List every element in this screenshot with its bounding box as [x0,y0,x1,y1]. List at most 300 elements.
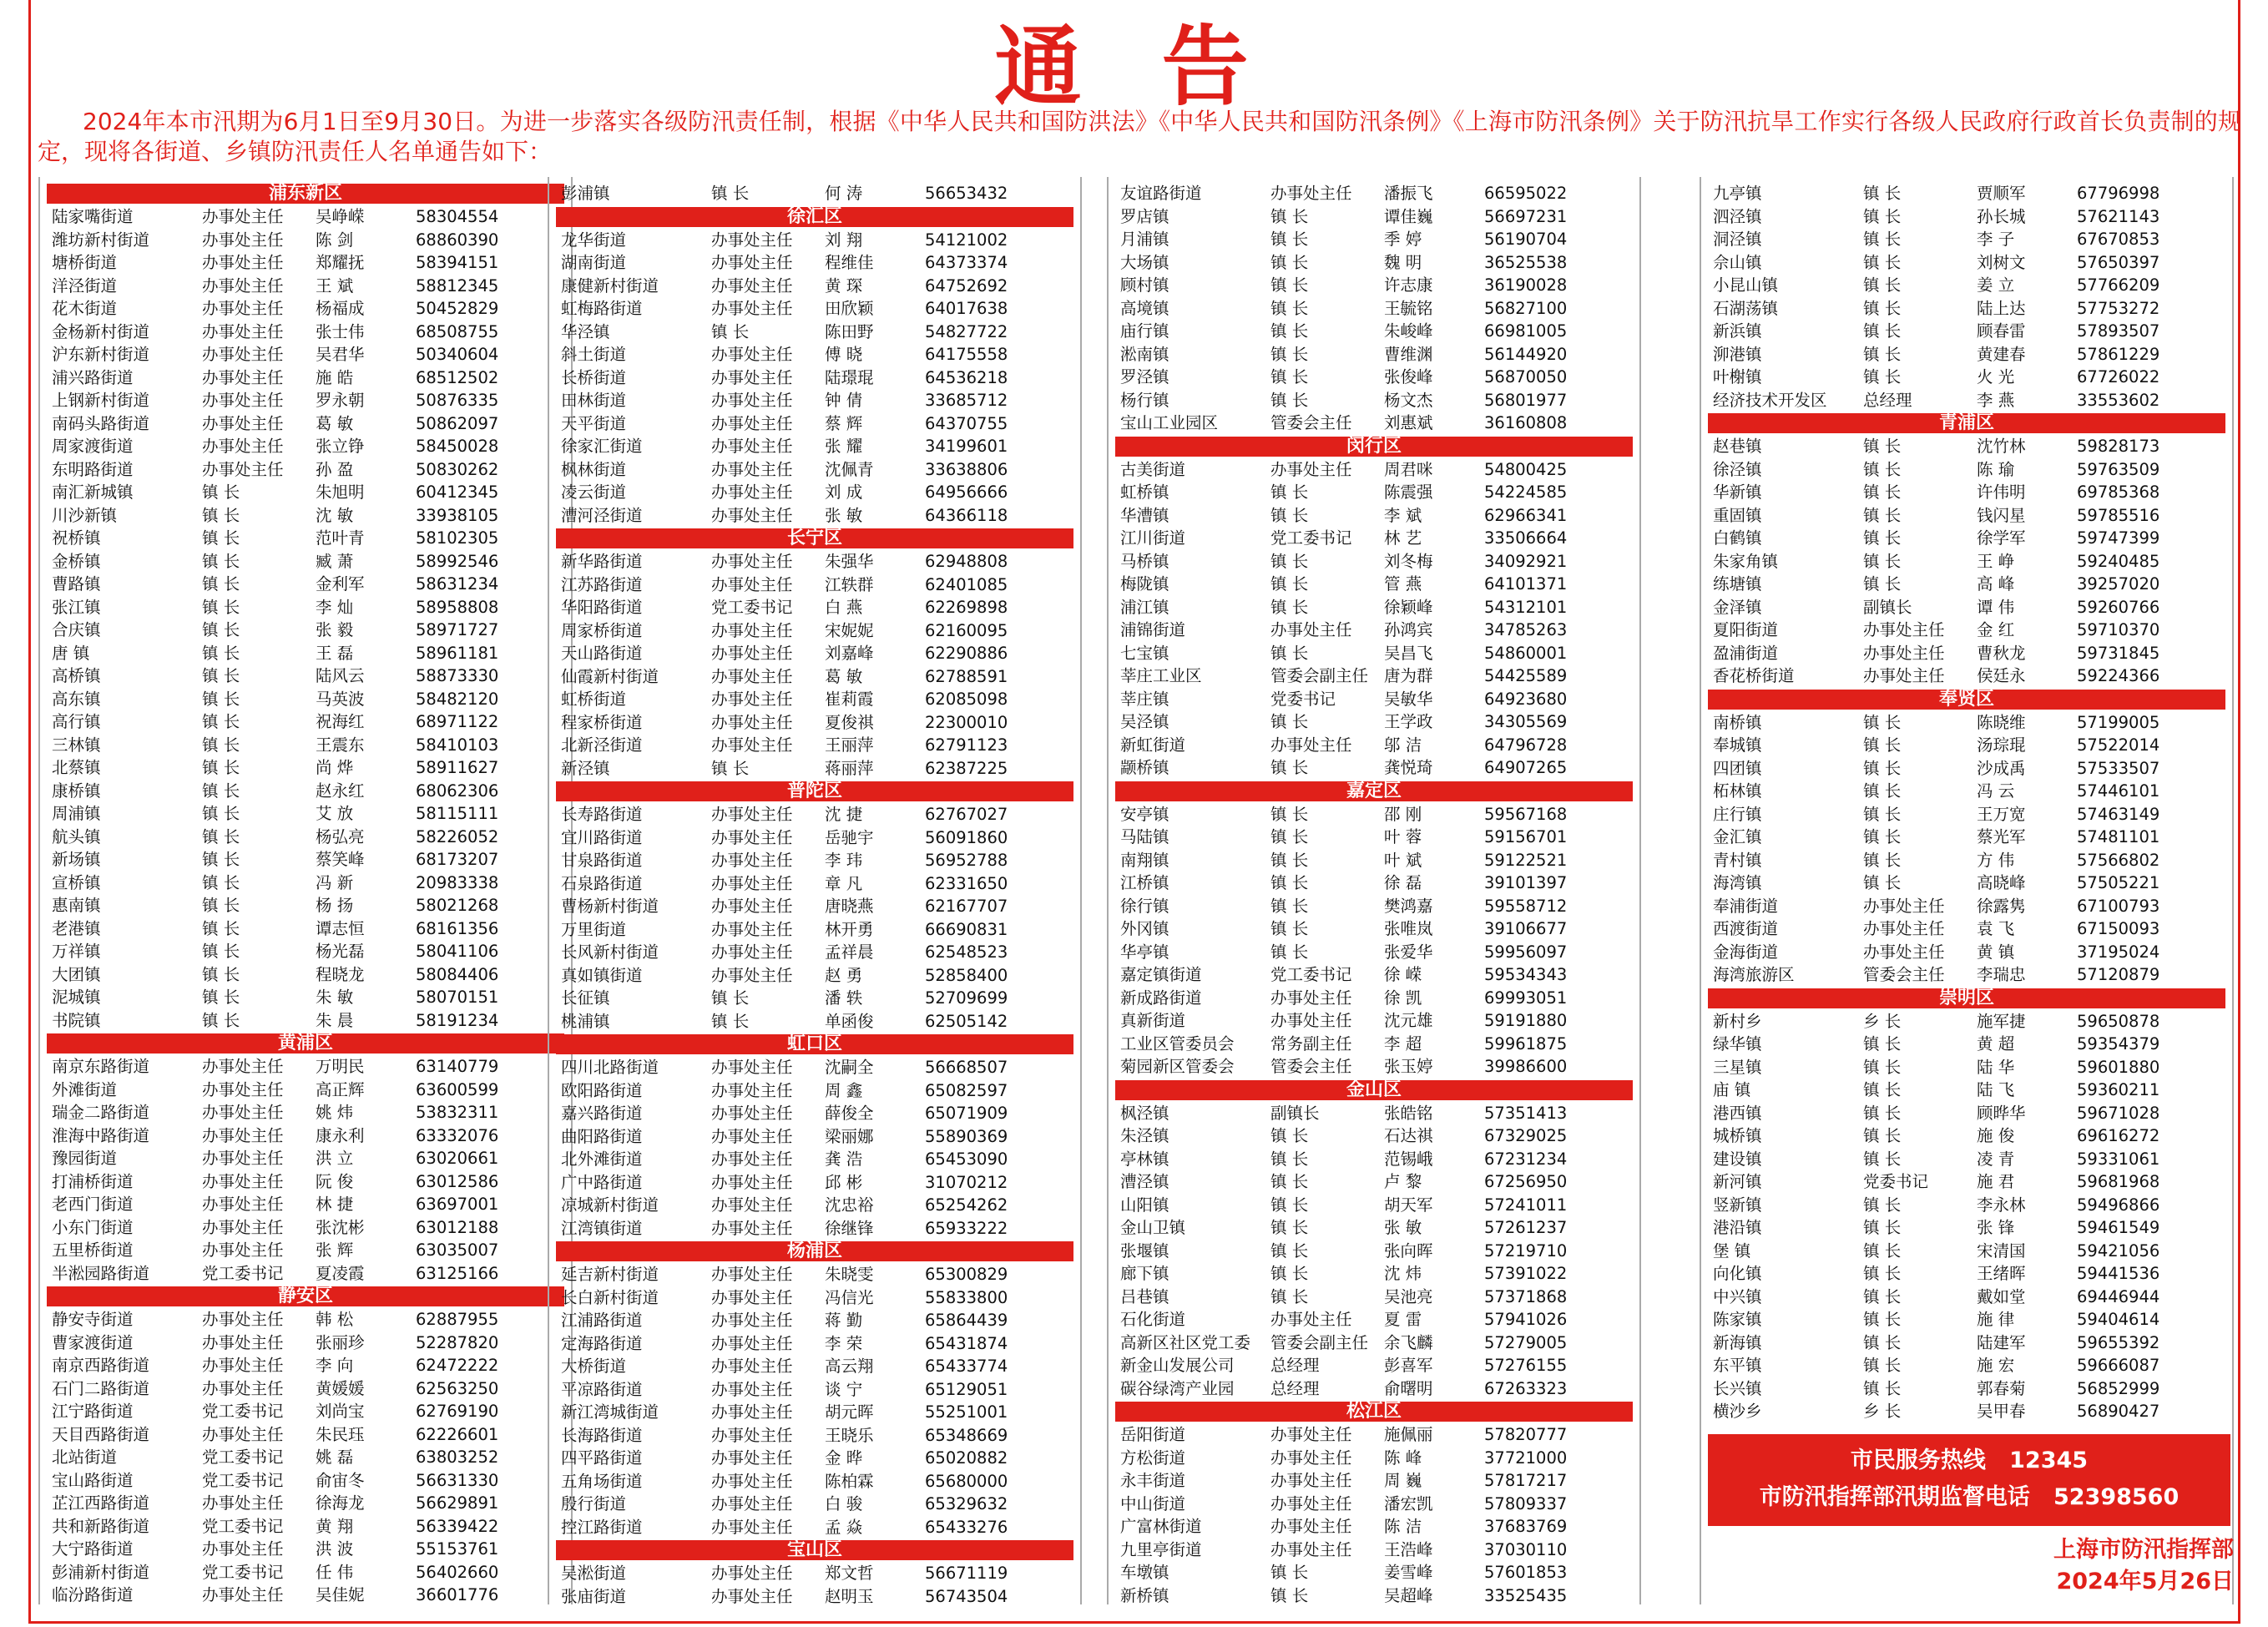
official-title: 办事处主任 [711,1195,793,1215]
official-name: 钟 倩 [825,391,863,410]
roster-row [556,941,1073,964]
roster-row [1708,1010,2225,1033]
official-title: 办事处主任 [711,299,793,318]
official-name: 徐颖峰 [1384,597,1433,617]
official-name: 黄 超 [1977,1034,2015,1054]
phone-number: 62472222 [416,1356,499,1375]
roster-row [1115,573,1633,596]
official-name: 张丽珍 [316,1332,365,1352]
phone-number: 58041106 [416,942,499,961]
unit-name: 斜土街道 [561,345,627,364]
phone-number: 34092921 [1484,551,1568,571]
official-title: 管委会主任 [1270,1057,1352,1076]
district-header: 普陀区 [556,781,1073,801]
official-name: 刘 成 [825,483,863,502]
unit-name: 七宝镇 [1120,643,1169,663]
phone-number: 59461549 [2077,1218,2160,1237]
official-name: 金 红 [1977,620,2015,639]
unit-name: 祝桥镇 [52,528,101,548]
official-name: 张 耀 [825,437,863,456]
roster-row [47,229,564,252]
unit-name: 五里桥街道 [52,1240,134,1260]
roster-row [556,665,1073,689]
phone-number: 64752692 [925,275,1008,296]
phone-number: 58958808 [416,597,499,617]
official-title: 镇 长 [1863,551,1902,571]
official-title: 办事处主任 [1270,1425,1352,1444]
roster-row [47,756,564,780]
roster-row [1708,1286,2225,1309]
phone-number: 59240485 [2077,551,2160,571]
unit-name: 泗泾镇 [1713,206,1762,226]
official-title: 办事处主任 [711,1517,793,1537]
official-title: 办事处主任 [202,1424,284,1444]
phone-number: 67263323 [1484,1378,1568,1398]
phone-number: 59122521 [1484,850,1568,870]
district-header: 闵行区 [1115,437,1633,457]
unit-name: 老西门街道 [52,1195,134,1214]
phone-number: 62387225 [925,758,1008,778]
roster-row [1708,458,2225,482]
official-title: 镇 长 [202,988,240,1007]
official-name: 艾 放 [316,804,354,823]
roster-row [1708,1170,2225,1194]
roster-row [1115,895,1633,918]
phone-number: 59731845 [2077,643,2160,663]
official-name: 许志康 [1384,275,1433,295]
official-name: 刘尚宝 [316,1402,365,1421]
phone-number: 33638806 [925,459,1008,479]
official-title: 镇 长 [1270,551,1309,571]
district-header: 奉贤区 [1708,690,2225,710]
unit-name: 万里街道 [561,919,627,939]
unit-name: 马陆镇 [1120,827,1169,846]
official-name: 朱峻峰 [1384,321,1433,341]
unit-name: 朱家角镇 [1713,551,1779,571]
phone-number: 57371868 [1484,1286,1568,1306]
roster-row [47,321,564,344]
official-title: 办事处主任 [711,1058,793,1077]
phone-number: 59331061 [2077,1149,2160,1169]
roster-row [556,573,1073,597]
phone-number: 57279005 [1484,1332,1568,1352]
unit-name: 彭浦镇 [561,184,610,203]
roster-row [1115,826,1633,849]
official-name: 陈田野 [825,321,874,341]
official-name: 吴佳妮 [316,1585,365,1604]
phone-number: 57766209 [2077,275,2160,295]
official-name: 李 灿 [316,597,354,617]
official-name: 王学政 [1384,712,1433,731]
roster-row [1115,756,1633,780]
official-name: 吴峥嵘 [316,207,365,226]
roster-row [1708,757,2225,781]
unit-name: 浦兴路街道 [52,367,134,387]
official-name: 龚 浩 [825,1150,863,1169]
roster-row [556,849,1073,872]
official-title: 镇 长 [1863,206,1902,226]
roster-row [1708,205,2225,229]
roster-row [1115,504,1633,528]
roster-row [1708,1331,2225,1355]
roster-row [1115,251,1633,275]
official-name: 谭 伟 [1977,597,2015,617]
unit-name: 金泽镇 [1713,597,1762,617]
official-title: 办事处主任 [1863,942,1945,962]
unit-name: 绿华镇 [1713,1034,1762,1054]
roster-row [1115,366,1633,389]
official-name: 姜雪峰 [1384,1563,1433,1582]
official-title: 办事处主任 [711,873,793,893]
roster-row [47,596,564,619]
roster-row [1115,1009,1633,1033]
official-name: 朱 晨 [316,1010,354,1030]
official-name: 俞曙明 [1384,1378,1433,1398]
phone-number: 59681968 [2077,1172,2160,1191]
official-name: 沈 捷 [825,805,863,824]
phone-number: 56091860 [925,827,1008,847]
official-title: 镇 长 [202,804,240,823]
official-name: 刘树文 [1977,252,2026,272]
official-name: 阮 俊 [316,1171,354,1191]
official-name: 康永利 [316,1125,365,1145]
unit-name: 南京东路街道 [52,1057,150,1076]
official-title: 办事处主任 [1270,988,1352,1008]
phone-number: 58410103 [416,735,499,755]
unit-name: 凌云街道 [561,483,627,502]
official-name: 戴如堂 [1977,1286,2026,1306]
official-name: 沈竹林 [1977,437,2026,456]
official-name: 杨 扬 [316,896,354,915]
unit-name: 延吉新村街道 [561,1265,659,1284]
official-name: 侯廷永 [1977,666,2026,685]
phone-number: 59961875 [1484,1033,1568,1054]
official-name: 彭喜军 [1384,1356,1433,1375]
official-title: 办事处主任 [1270,184,1352,203]
unit-name: 莘庄镇 [1120,689,1169,709]
official-title: 办事处主任 [202,413,284,433]
official-title: 镇 长 [1863,1057,1902,1077]
unit-name: 古美街道 [1120,459,1186,479]
roster-row [47,1400,564,1423]
roster-row [47,504,564,528]
phone-number: 56952788 [925,851,1008,870]
official-name: 罗永朝 [316,391,365,410]
official-name: 沈忠裕 [825,1195,874,1215]
official-title: 乡 长 [1863,1011,1902,1031]
official-title: 镇 长 [202,505,240,525]
unit-name: 华漕镇 [1120,505,1169,525]
roster-row [1708,228,2225,251]
phone-number: 50452829 [416,299,499,318]
phone-number: 57650397 [2077,252,2160,272]
official-title: 办事处主任 [202,1310,284,1329]
unit-name: 北蔡镇 [52,758,101,777]
phone-number: 63020661 [416,1149,499,1168]
official-title: 办事处主任 [711,1494,793,1513]
official-title: 镇 长 [711,321,750,341]
district-header: 徐汇区 [556,207,1073,227]
unit-name: 小昆山镇 [1713,275,1779,295]
official-title: 管委会副主任 [1270,1332,1369,1352]
phone-number: 63140779 [416,1057,499,1076]
roster-row [1115,550,1633,573]
unit-name: 漕泾镇 [1120,1172,1169,1191]
roster-row [1115,527,1633,550]
unit-name: 颛桥镇 [1120,758,1169,777]
unit-name: 嘉定镇街道 [1120,965,1202,984]
official-title: 办事处主任 [711,1104,793,1123]
roster-row [1115,987,1633,1010]
official-name: 袁 飞 [1977,919,2015,938]
phone-number: 64796728 [1484,735,1568,755]
official-title: 管委会主任 [1270,413,1352,432]
official-name: 朱晓雯 [825,1265,874,1284]
official-title: 党工委书记 [1270,528,1352,548]
phone-number: 55153761 [416,1539,499,1559]
official-name: 潘振飞 [1384,184,1433,203]
official-name: 施 皓 [316,367,354,387]
phone-number: 67726022 [2077,367,2160,387]
official-title: 办事处主任 [202,1195,284,1214]
phone-number: 59404614 [2077,1310,2160,1329]
roster-row [1115,1055,1633,1079]
roster-row [1708,297,2225,321]
phone-number: 59710370 [2077,620,2160,639]
official-title: 镇 长 [202,483,240,502]
phone-number: 65329632 [925,1494,1008,1513]
phone-number: 22300010 [925,712,1008,732]
unit-name: 石门二路街道 [52,1378,150,1398]
unit-name: 程家桥街道 [561,712,643,732]
official-name: 吴昌飞 [1384,643,1433,663]
unit-name: 彭浦新村街道 [52,1562,150,1582]
official-name: 吴甲春 [1977,1402,2026,1421]
unit-name: 岳阳街道 [1120,1425,1186,1444]
official-name: 钱闪星 [1977,505,2026,525]
roster-row [1708,895,2225,918]
unit-name: 新河镇 [1713,1172,1762,1191]
official-title: 办事处主任 [1270,459,1352,479]
roster-row [1115,596,1633,619]
unit-name: 定海路街道 [561,1333,643,1353]
phone-number: 58961181 [416,643,499,663]
official-title: 办事处主任 [1270,1539,1352,1559]
official-title: 办事处主任 [202,1079,284,1099]
phone-number: 58971727 [416,620,499,639]
unit-name: 惠南镇 [52,896,101,915]
roster-row [1115,734,1633,757]
official-name: 胡天军 [1384,1195,1433,1215]
district-header: 金山区 [1115,1080,1633,1100]
official-name: 陈 洁 [1384,1517,1422,1536]
phone-number: 62966341 [1484,505,1568,525]
unit-name: 石泉路街道 [561,873,643,893]
unit-name: 塘桥街道 [52,253,118,272]
unit-name: 控江路街道 [561,1517,643,1537]
roster-row [47,780,564,803]
official-title: 镇 长 [1863,781,1902,801]
official-title: 镇 长 [1270,873,1309,892]
unit-name: 南码头路街道 [52,413,150,433]
official-title: 镇 长 [1270,827,1309,846]
phone-number: 58631234 [416,574,499,594]
phone-number: 57391022 [1484,1264,1568,1283]
official-title: 镇 长 [202,758,240,777]
official-title: 镇 长 [711,1011,750,1031]
official-name: 火 光 [1977,367,2015,387]
official-title: 办事处主任 [202,1240,284,1260]
phone-number: 67231234 [1484,1149,1568,1169]
official-name: 吴敏华 [1384,689,1433,709]
official-title: 副镇长 [1863,597,1912,617]
phone-number: 62226601 [416,1424,499,1444]
official-name: 王浩峰 [1384,1539,1433,1559]
phone-number: 62791123 [925,735,1008,755]
official-name: 陆风云 [316,666,365,685]
unit-name: 临汾路街道 [52,1585,134,1604]
roster-row [1708,664,2225,688]
roster-row [556,182,1073,205]
official-name: 谈 宁 [825,1379,863,1399]
official-name: 李 燕 [1977,390,2015,410]
unit-name: 石湖荡镇 [1713,298,1779,318]
roster-row [556,757,1073,781]
unit-name: 广富林街道 [1120,1517,1202,1536]
official-name: 田欣颖 [825,299,874,318]
phone-number: 57120879 [2077,965,2160,984]
phone-number: 62167707 [925,897,1008,916]
unit-name: 川沙新镇 [52,505,118,525]
phone-number: 58992546 [416,551,499,571]
unit-name: 豫园街道 [52,1149,118,1168]
official-name: 葛 敏 [825,666,863,686]
official-title: 办事处主任 [711,620,793,640]
unit-name: 朱泾镇 [1120,1126,1169,1145]
roster-row [47,481,564,504]
unit-name: 江桥镇 [1120,873,1169,892]
unit-name: 张庙街道 [561,1586,627,1606]
unit-name: 新泾镇 [561,758,610,778]
official-title: 镇 长 [1270,275,1309,295]
roster-row [1115,917,1633,941]
district-header: 崇明区 [1708,988,2225,1008]
official-name: 叶 蓉 [1384,827,1422,846]
official-title: 镇 长 [202,781,240,801]
unit-name: 菊园新区管委会 [1120,1057,1235,1076]
official-name: 陈 峰 [1384,1448,1422,1468]
unit-name: 吕巷镇 [1120,1286,1169,1306]
unit-name: 张堰镇 [1120,1240,1169,1261]
official-title: 镇 长 [1863,1034,1902,1054]
official-name: 季 婷 [1384,230,1422,249]
official-title: 办事处主任 [711,552,793,571]
official-title: 镇 长 [202,574,240,594]
unit-name: 新浜镇 [1713,321,1762,341]
official-title: 镇 长 [1863,344,1902,364]
phone-number: 62563250 [416,1378,499,1398]
official-title: 镇 长 [1270,252,1309,272]
unit-name: 大场镇 [1120,252,1169,272]
unit-name: 殷行街道 [561,1494,627,1513]
unit-name: 真新街道 [1120,1011,1186,1030]
unit-name: 吴泾镇 [1120,712,1169,731]
unit-name: 泖港镇 [1713,344,1762,364]
phone-number: 54425589 [1484,666,1568,685]
unit-name: 曹杨新村街道 [561,897,659,916]
roster-row [556,275,1073,298]
official-name: 李 子 [1977,230,2015,249]
official-name: 张玉婷 [1384,1057,1433,1076]
official-title: 党工委书记 [711,598,793,617]
roster-row [47,1446,564,1469]
phone-number: 59666087 [2077,1356,2160,1375]
unit-name: 罗泾镇 [1120,367,1169,387]
official-name: 赵明玉 [825,1586,874,1606]
official-name: 郑文哲 [825,1564,874,1583]
phone-number: 33553602 [2077,390,2160,410]
roster-row [47,527,564,550]
official-title: 办事处主任 [711,1471,793,1491]
phone-number: 63125166 [416,1263,499,1283]
unit-name: 江湾镇街道 [561,1218,643,1238]
official-title: 镇 长 [1270,758,1309,777]
unit-name: 淞南镇 [1120,344,1169,364]
unit-name: 浦锦街道 [1120,620,1186,639]
unit-name: 赵巷镇 [1713,437,1762,456]
unit-name: 新虹街道 [1120,735,1186,755]
official-title: 镇 长 [1270,344,1309,364]
unit-name: 周家渡街道 [52,437,134,456]
roster-row [47,1538,564,1561]
official-name: 龚悦琦 [1384,758,1433,777]
official-name: 周 鑫 [825,1080,863,1100]
official-title: 镇 长 [1863,735,1902,755]
roster-row [1708,1194,2225,1217]
official-title: 镇 长 [202,896,240,915]
phone-number: 63035007 [416,1240,499,1260]
official-name: 梁丽娜 [825,1126,874,1146]
official-name: 曹维渊 [1384,344,1433,364]
phone-number: 62085098 [925,690,1008,709]
phone-number: 50340604 [416,345,499,364]
unit-name: 三星镇 [1713,1057,1762,1077]
unit-name: 四团镇 [1713,758,1762,778]
roster-row [47,573,564,596]
phone-number: 62788591 [925,666,1008,686]
official-title: 镇 长 [711,758,750,778]
official-name: 邵 刚 [1384,804,1422,824]
unit-name: 高新区社区党工委 [1120,1332,1251,1352]
official-name: 陆上达 [1977,298,2026,318]
phone-number: 54224585 [1484,483,1568,502]
official-name: 陆璟琨 [825,367,874,387]
roster-row [47,1101,564,1124]
roster-row [1115,1124,1633,1148]
roster-row [47,986,564,1009]
phone-number: 66981005 [1484,321,1568,341]
phone-number: 65864439 [925,1311,1008,1330]
official-title: 镇 长 [1270,1195,1309,1215]
phone-number: 58191234 [416,1010,499,1030]
district-header: 松江区 [1115,1402,1633,1422]
unit-name: 马桥镇 [1120,551,1169,571]
roster-row [47,664,564,688]
official-title: 办事处主任 [202,391,284,410]
official-name: 胡元晖 [825,1402,874,1422]
official-title: 办事处主任 [711,1287,793,1307]
roster-row [556,1148,1073,1171]
